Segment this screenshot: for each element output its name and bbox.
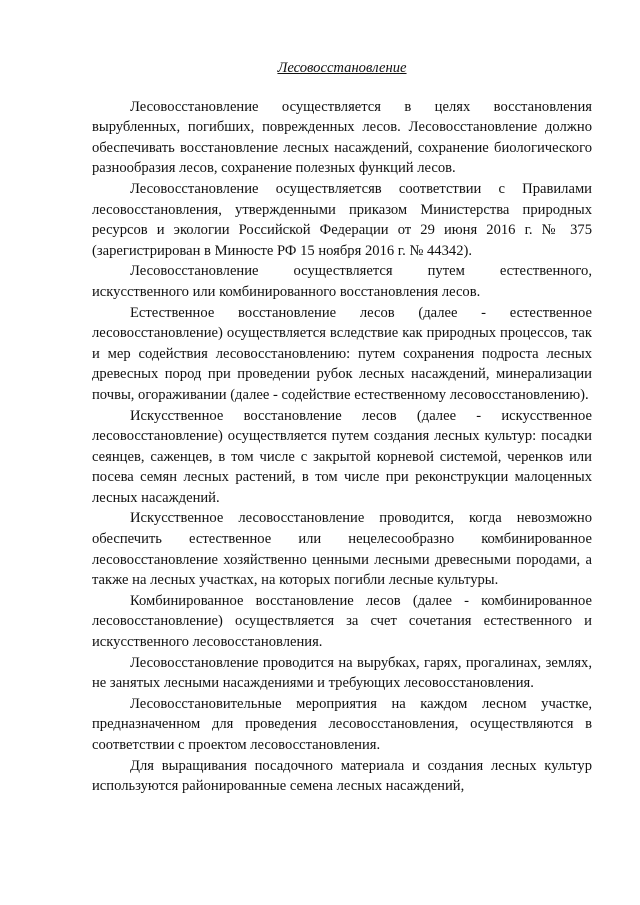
paragraph-natural: Естественное восстановление лесов (далее - естественное лесовосстановление) осуществляется вследствие как природных процессов, так и мер содействия лесовосстановлению: путем сохранения подроста лесных древесных пород при проведении рубок лесных насаждений, минерализации почвы, огораживании (далее - содействие естественному лесовосстановлению). [92, 304, 592, 403]
paragraph-artificial-conditions: Искусственное лесовосстановление проводится, когда невозможно обеспечить естественное или нецелесообразно комбинированное лесовосстановление хозяйственно ценными лесными древесными породами, а также на лесных участках, на которых погибли лесные культуры. [92, 510, 592, 589]
paragraph-combined: Комбинированное восстановление лесов (далее - комбинированное лесовосстановление) осуществляется за счет сочетания естественного и искусственного лесовосстановления. [92, 592, 592, 651]
paragraph-purpose: Лесовосстановление осуществляется в целях восстановления вырубленных, погибших, поврежденных лесов. Лесовосстановление должно обеспечивать восстановление лесных насаждений, сохранение биологического разнообразия лесов, сохранение полезных функций лесов. [92, 98, 592, 177]
document-page [92, 58, 592, 797]
paragraph-project: Лесовосстановительные мероприятия на каждом лесном участке, предназначенном для проведения лесовосстановления, осуществляются в соответствии с проектом лесовосстановления. [92, 695, 592, 753]
paragraph-methods: Лесовосстановление осуществляется путем естественного, искусственного или комбинированного восстановления лесов. [92, 263, 592, 300]
paragraph-locations: Лесовосстановление проводится на вырубках, гарях, прогалинах, землях, не занятых лесными насаждениями и требующих лесовосстановления. [92, 654, 592, 692]
paragraph-seeds: Для выращивания посадочного материала и создания лесных культур используются районированные семена лесных насаждений, [92, 757, 592, 795]
paragraph-rules: Лесовосстановление осуществляетсяв соответствии с Правилами лесовосстановления, утвержденными приказом Министерства природных ресурсов и экологии Российской Федерации от 29 июня 2016 г. № 375 (зарегистрирован в Минюсте РФ 15 ноября 2016 г. № 44342). [92, 180, 592, 259]
document-title: Лесовосстановление [277, 60, 407, 76]
paragraph-artificial: Искусственное восстановление лесов (далее - искусственное лесовосстановление) осуществляется путем создания лесных культур: посадки сеянцев, саженцев, в том числе с закрытой корневой системой, черенков или посева семян лесных растений, в том числе при реконструкции малоценных лесных насаждений. [92, 407, 592, 506]
